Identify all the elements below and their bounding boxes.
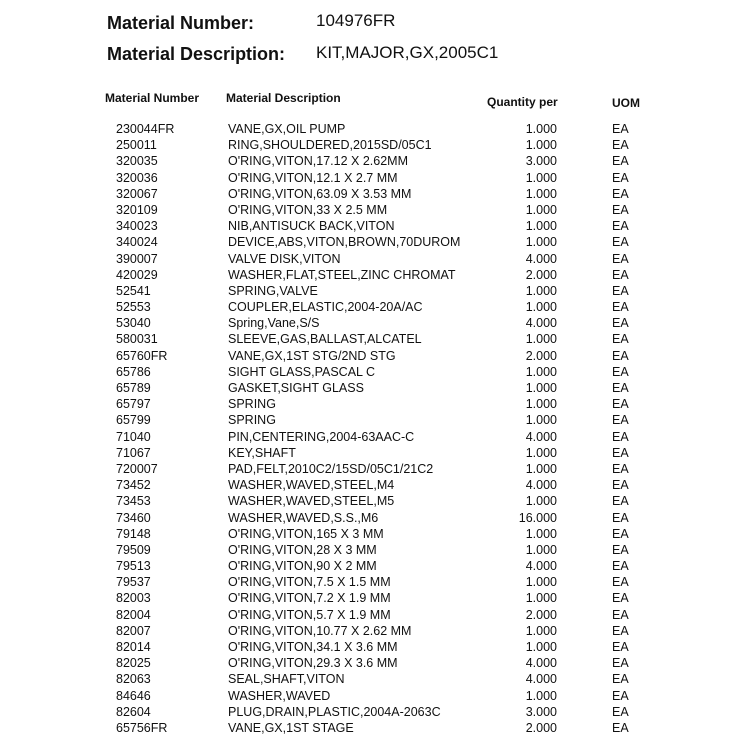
- material-number-cell: 71040: [116, 429, 151, 444]
- quantity-cell: 1.000: [525, 170, 557, 185]
- uom-cell: EA: [612, 688, 629, 703]
- table-row: [0, 591, 740, 607]
- table-row: [0, 235, 740, 251]
- material-description-cell: GASKET,SIGHT GLASS: [228, 381, 364, 395]
- material-number-cell: 320035: [116, 154, 158, 169]
- material-description-cell: O'RING,VITON,29.3 X 3.6 MM: [228, 656, 398, 671]
- uom-cell: EA: [612, 526, 629, 541]
- material-description-cell: O'RING,VITON,17.12 X 2.62MM: [228, 154, 408, 169]
- material-number-cell: 79513: [116, 559, 151, 574]
- quantity-cell: 1.000: [525, 381, 557, 395]
- quantity-cell: 4.000: [525, 429, 557, 444]
- material-number-cell: 65760FR: [116, 348, 168, 363]
- material-description-cell: O'RING,VITON,34.1 X 3.6 MM: [228, 640, 398, 654]
- material-description-cell: O'RING,VITON,7.2 X 1.9 MM: [228, 591, 391, 606]
- table-row: [0, 365, 740, 381]
- material-description-cell: SIGHT GLASS,PASCAL C: [228, 364, 376, 379]
- table-row: [0, 171, 740, 187]
- material-number-cell: 84646: [116, 688, 151, 703]
- table-row: [0, 689, 740, 705]
- table-row: [0, 138, 740, 154]
- material-description-cell: VALVE DISK,VITON: [228, 251, 341, 266]
- uom-cell: EA: [612, 364, 629, 379]
- quantity-cell: 1.000: [525, 397, 557, 412]
- table-row: [0, 543, 740, 559]
- quantity-cell: 1.000: [525, 364, 557, 379]
- table-row: [0, 219, 740, 235]
- table-row: [0, 122, 740, 138]
- uom-cell: EA: [612, 332, 629, 347]
- material-description-cell: O'RING,VITON,7.5 X 1.5 MM: [228, 575, 391, 590]
- uom-cell: EA: [612, 397, 629, 412]
- uom-cell: EA: [612, 202, 629, 217]
- quantity-cell: 1.000: [525, 494, 557, 509]
- material-number-cell: 340024: [116, 235, 158, 250]
- quantity-cell: 16.000: [518, 510, 557, 525]
- material-number-cell: 340023: [116, 219, 158, 234]
- material-description-cell: KEY,SHAFT: [228, 445, 296, 460]
- quantity-cell: 1.000: [525, 445, 557, 460]
- uom-cell: EA: [612, 316, 629, 331]
- uom-cell: EA: [612, 591, 629, 606]
- uom-cell: EA: [612, 559, 629, 574]
- uom-cell: EA: [612, 640, 629, 654]
- quantity-cell: 1.000: [525, 640, 557, 654]
- uom-cell: EA: [612, 170, 629, 185]
- material-description-cell: VANE,GX,1ST STAGE: [228, 720, 354, 735]
- quantity-cell: 1.000: [525, 623, 557, 638]
- uom-cell: EA: [612, 445, 629, 460]
- material-number-cell: 73460: [116, 510, 151, 525]
- table-row: [0, 413, 740, 429]
- uom-cell: EA: [612, 413, 629, 428]
- quantity-cell: 1.000: [525, 283, 557, 298]
- quantity-cell: 1.000: [525, 186, 557, 201]
- material-description-cell: O'RING,VITON,12.1 X 2.7 MM: [228, 170, 398, 185]
- uom-cell: EA: [612, 510, 629, 525]
- material-description-cell: VANE,GX,OIL PUMP: [228, 122, 346, 136]
- quantity-cell: 1.000: [525, 235, 557, 250]
- material-description-cell: SPRING: [228, 397, 276, 412]
- material-number-cell: 82004: [116, 607, 151, 622]
- uom-cell: EA: [612, 219, 629, 234]
- table-row: [0, 527, 740, 543]
- quantity-cell: 1.000: [525, 300, 557, 315]
- material-number-cell: 71067: [116, 445, 151, 460]
- material-number-cell: 52553: [116, 300, 151, 315]
- material-number-cell: 82025: [116, 656, 151, 671]
- column-header-uom: UOM: [612, 96, 640, 110]
- material-number-cell: 65789: [116, 381, 151, 395]
- uom-cell: EA: [612, 348, 629, 363]
- table-row: [0, 511, 740, 527]
- material-description-cell: WASHER,WAVED,S.S.,M6: [228, 510, 379, 525]
- quantity-cell: 1.000: [525, 591, 557, 606]
- table-row: [0, 446, 740, 462]
- quantity-cell: 1.000: [525, 332, 557, 347]
- material-number-cell: 73453: [116, 494, 151, 509]
- material-description-cell: RING,SHOULDERED,2015SD/05C1: [228, 138, 432, 153]
- quantity-cell: 3.000: [525, 704, 557, 719]
- column-header-material-description: Material Description: [226, 91, 341, 105]
- table-row: [0, 381, 740, 397]
- quantity-cell: 2.000: [525, 720, 557, 735]
- quantity-cell: 1.000: [525, 138, 557, 153]
- material-number-cell: 52541: [116, 283, 151, 298]
- material-description-cell: SEAL,SHAFT,VITON: [228, 672, 345, 687]
- material-number-cell: 320067: [116, 186, 158, 201]
- quantity-cell: 2.000: [525, 267, 557, 282]
- uom-cell: EA: [612, 429, 629, 444]
- quantity-cell: 2.000: [525, 348, 557, 363]
- material-number-cell: 420029: [116, 267, 158, 282]
- material-description-cell: WASHER,WAVED,STEEL,M4: [228, 478, 395, 493]
- material-number-cell: 320109: [116, 202, 158, 217]
- material-number-cell: 79509: [116, 542, 151, 557]
- material-description-cell: PIN,CENTERING,2004-63AAC-C: [228, 429, 415, 444]
- material-number-label: Material Number:: [107, 13, 255, 33]
- material-number-cell: 320036: [116, 170, 158, 185]
- material-description-label: Material Description:: [107, 44, 286, 64]
- table-row: [0, 316, 740, 332]
- uom-cell: EA: [612, 478, 629, 493]
- uom-cell: EA: [612, 656, 629, 671]
- table-row: [0, 640, 740, 656]
- material-number-cell: 82007: [116, 623, 151, 638]
- uom-cell: EA: [612, 251, 629, 266]
- material-description-cell: VANE,GX,1ST STG/2ND STG: [228, 348, 396, 363]
- material-description-cell: DEVICE,ABS,VITON,BROWN,70DUROM: [228, 235, 461, 250]
- material-description-cell: SPRING: [228, 413, 276, 428]
- table-row: [0, 721, 740, 737]
- quantity-cell: 4.000: [525, 672, 557, 687]
- table-row: [0, 187, 740, 203]
- table-row: [0, 284, 740, 300]
- material-description-value: KIT,MAJOR,GX,2005C1: [316, 43, 499, 62]
- material-number-cell: 82604: [116, 704, 151, 719]
- material-number-cell: 65797: [116, 397, 151, 412]
- column-header-material-number: Material Number: [105, 91, 200, 105]
- material-number-cell: 65799: [116, 413, 151, 428]
- quantity-cell: 1.000: [525, 542, 557, 557]
- uom-cell: EA: [612, 154, 629, 169]
- table-row: [0, 672, 740, 688]
- material-description-cell: SPRING,VALVE: [228, 283, 318, 298]
- material-description-cell: O'RING,VITON,10.77 X 2.62 MM: [228, 623, 412, 638]
- table-row: [0, 478, 740, 494]
- table-row: [0, 430, 740, 446]
- quantity-cell: 2.000: [525, 607, 557, 622]
- table-row: [0, 575, 740, 591]
- material-description-cell: WASHER,WAVED,STEEL,M5: [228, 494, 395, 509]
- material-number-value: 104976FR: [316, 11, 396, 30]
- uom-cell: EA: [612, 267, 629, 282]
- quantity-cell: 4.000: [525, 316, 557, 331]
- table-row: [0, 608, 740, 624]
- material-description-cell: O'RING,VITON,33 X 2.5 MM: [228, 202, 388, 217]
- material-number-cell: 250011: [116, 138, 157, 153]
- uom-cell: EA: [612, 300, 629, 315]
- material-description-cell: NIB,ANTISUCK BACK,VITON: [228, 219, 395, 234]
- quantity-cell: 1.000: [525, 526, 557, 541]
- material-description-cell: O'RING,VITON,165 X 3 MM: [228, 526, 384, 541]
- material-number-cell: 720007: [116, 461, 158, 476]
- table-row: [0, 252, 740, 268]
- materials-table-body: [0, 122, 740, 737]
- table-row: [0, 397, 740, 413]
- material-description-cell: O'RING,VITON,5.7 X 1.9 MM: [228, 607, 391, 622]
- uom-cell: EA: [612, 542, 629, 557]
- material-number-cell: 65786: [116, 364, 151, 379]
- material-number-cell: 53040: [116, 316, 151, 331]
- quantity-cell: 4.000: [525, 559, 557, 574]
- quantity-cell: 1.000: [525, 575, 557, 590]
- uom-cell: EA: [612, 704, 629, 719]
- table-row: [0, 332, 740, 348]
- table-row: [0, 656, 740, 672]
- material-number-cell: 79148: [116, 526, 151, 541]
- quantity-cell: 3.000: [525, 154, 557, 169]
- material-description-cell: O'RING,VITON,90 X 2 MM: [228, 559, 377, 574]
- material-description-cell: Spring,Vane,S/S: [228, 316, 320, 331]
- column-header-quantity: Quantity per: [487, 95, 558, 109]
- quantity-cell: 4.000: [525, 478, 557, 493]
- uom-cell: EA: [612, 575, 629, 590]
- material-number-cell: 82063: [116, 672, 151, 687]
- table-row: [0, 462, 740, 478]
- quantity-cell: 1.000: [525, 461, 557, 476]
- uom-cell: EA: [612, 461, 629, 476]
- material-number-cell: 73452: [116, 478, 151, 493]
- material-number-cell: 65756FR: [116, 720, 168, 735]
- table-row: [0, 624, 740, 640]
- material-number-cell: 79537: [116, 575, 151, 590]
- material-number-cell: 230044FR: [116, 122, 175, 136]
- uom-cell: EA: [612, 720, 629, 735]
- material-number-cell: 82014: [116, 640, 151, 654]
- uom-cell: EA: [612, 138, 629, 153]
- quantity-cell: 1.000: [525, 219, 557, 234]
- uom-cell: EA: [612, 283, 629, 298]
- material-description-cell: PAD,FELT,2010C2/15SD/05C1/21C2: [228, 461, 434, 476]
- material-number-cell: 82003: [116, 591, 151, 606]
- table-row: [0, 268, 740, 284]
- table-row: [0, 494, 740, 510]
- material-number-cell: 580031: [116, 332, 158, 347]
- material-number-cell: 390007: [116, 251, 158, 266]
- table-row: [0, 705, 740, 721]
- material-description-cell: O'RING,VITON,63.09 X 3.53 MM: [228, 186, 412, 201]
- quantity-cell: 1.000: [525, 202, 557, 217]
- quantity-cell: 1.000: [525, 122, 557, 136]
- uom-cell: EA: [612, 623, 629, 638]
- table-row: [0, 559, 740, 575]
- table-row: [0, 300, 740, 316]
- material-description-cell: PLUG,DRAIN,PLASTIC,2004A-2063C: [228, 704, 441, 719]
- uom-cell: EA: [612, 122, 629, 136]
- quantity-cell: 1.000: [525, 413, 557, 428]
- table-row: [0, 349, 740, 365]
- material-description-cell: WASHER,WAVED: [228, 688, 331, 703]
- uom-cell: EA: [612, 381, 629, 395]
- quantity-cell: 1.000: [525, 688, 557, 703]
- material-description-cell: SLEEVE,GAS,BALLAST,ALCATEL: [228, 332, 422, 347]
- uom-cell: EA: [612, 672, 629, 687]
- material-description-cell: WASHER,FLAT,STEEL,ZINC CHROMAT: [228, 267, 456, 282]
- quantity-cell: 4.000: [525, 251, 557, 266]
- material-description-cell: O'RING,VITON,28 X 3 MM: [228, 542, 377, 557]
- uom-cell: EA: [612, 186, 629, 201]
- table-row: [0, 203, 740, 219]
- material-description-cell: COUPLER,ELASTIC,2004-20A/AC: [228, 300, 423, 315]
- table-row: [0, 154, 740, 170]
- uom-cell: EA: [612, 235, 629, 250]
- quantity-cell: 4.000: [525, 656, 557, 671]
- uom-cell: EA: [612, 494, 629, 509]
- uom-cell: EA: [612, 607, 629, 622]
